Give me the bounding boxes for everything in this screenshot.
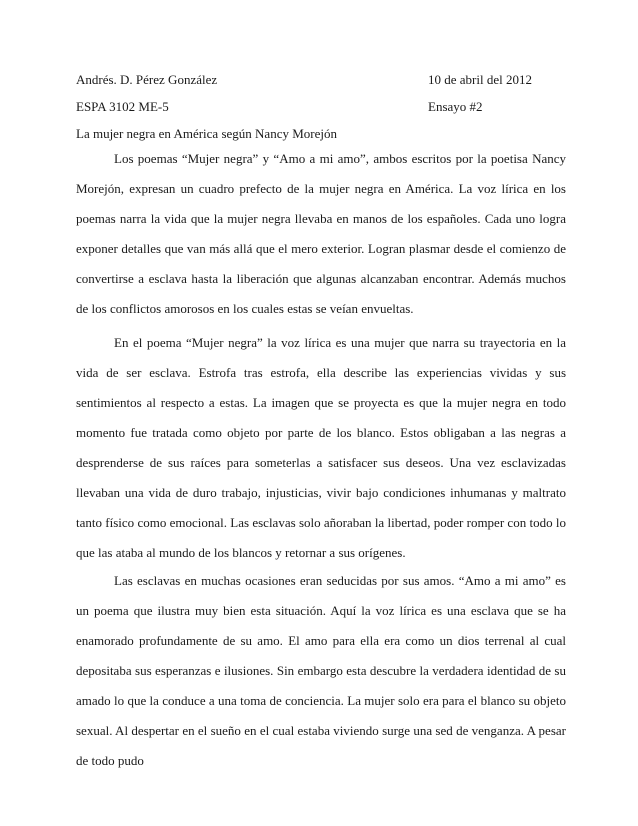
assignment-label: Ensayo #2: [428, 99, 483, 114]
body-paragraph-2: En el poema “Mujer negra” la voz lírica es una mujer que narra su trayectoria en la vida de ser esclava. Estrofa tras estrofa, ella describe las experiencias vividas y sus sentimientos al respecto a estas. La imagen que se proyecta es que la mujer negra en todo momento fue tratada como objeto por parte de los blanco. Estos obligaban a las negras a desprenderse de sus raíces para someterlas a satisfacer sus deseos. Una vez esclavizadas llevaban una vida de duro trabajo, injusticias, vivir bajo condiciones inhumanas y maltrato tanto físico como emocional. Las esclavas solo añoraban la libertad, poder romper con todo lo que las ataba al mundo de los blancos y retornar a sus orígenes.: [76, 335, 566, 560]
essay-date: 10 de abril del 2012: [428, 72, 532, 87]
essay-title: La mujer negra en América según Nancy Morejón: [76, 126, 337, 141]
body-paragraph-1: Los poemas “Mujer negra” y “Amo a mi amo”, ambos escritos por la poetisa Nancy Morejón, expresan un cuadro prefecto de la mujer negra en América. La voz lírica en los poemas narra la vida que la mujer negra llevaba en manos de los españoles. Cada uno logra exponer detalles que van más allá que el mero exterior. Logran plasmar desde el comienzo de convertirse a esclava hasta la liberación que algunas alcanzaban encontrar. Además muchos de los conflictos amorosos en los cuales estas se veían envueltas.: [76, 151, 566, 316]
body-paragraph-3: Las esclavas en muchas ocasiones eran seducidas por sus amos. “Amo a mi amo” es un poema que ilustra muy bien esta situación. Aquí la voz lírica es una esclava que se ha enamorado profundamente de su amo. El amo para ella era como un dios terrenal al cual depositaba sus esperanzas e ilusiones. Sin embargo esta descubre la verdadera identidad de su amado lo que la conduce a una toma de conciencia. La mujer solo era para el blanco su objeto sexual. Al despertar en el sueño en el cual estaba viviendo surge una sed de venganza. A pesar de todo pudo: [76, 573, 566, 768]
course-code: ESPA 3102 ME-5: [76, 99, 169, 114]
header-row-course-assignment: [76, 98, 566, 116]
header-row-author-date: [76, 71, 566, 89]
author-name: Andrés. D. Pérez González: [76, 72, 218, 87]
